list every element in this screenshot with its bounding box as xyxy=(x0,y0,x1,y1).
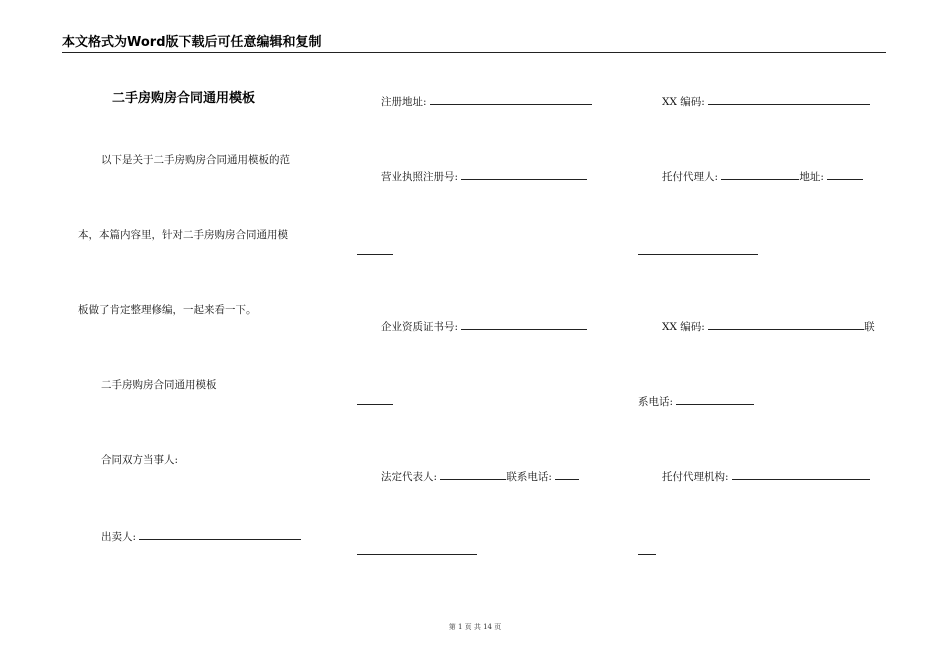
agency-label: 托付代理机构: xyxy=(662,471,729,483)
intro-line-2: 本，本篇内容里，针对二手房购房合同通用模 xyxy=(78,229,288,241)
intro-line-1: 以下是关于二手房购房合同通用模板的范 xyxy=(101,154,290,166)
license-blank[interactable] xyxy=(461,168,587,180)
license-blank-line-2[interactable] xyxy=(357,243,393,255)
contact-label-prefix: 联 xyxy=(864,321,875,333)
seller-field xyxy=(101,528,301,544)
section-subtitle: 二手房购房合同通用模板 xyxy=(101,379,217,391)
agent-phone-field xyxy=(638,393,754,409)
legal-rep-blank[interactable] xyxy=(440,468,506,480)
qualification-label: 企业资质证书号: xyxy=(381,321,459,333)
reg-address-label: 注册地址: xyxy=(381,96,427,108)
agent-address-blank[interactable] xyxy=(827,168,863,180)
license-label: 营业执照注册号: xyxy=(381,171,459,183)
column-1 xyxy=(78,0,323,672)
postcode-field-2 xyxy=(662,318,875,334)
contact-phone-continued xyxy=(357,543,477,559)
qualification-field xyxy=(381,318,587,334)
seller-blank[interactable] xyxy=(139,528,301,540)
qualification-blank-line-2[interactable] xyxy=(357,393,393,405)
postcode-blank-1[interactable] xyxy=(708,93,870,105)
contact-phone-blank[interactable] xyxy=(555,468,579,480)
agent-field xyxy=(662,168,863,184)
contact-phone-blank-line-2[interactable] xyxy=(357,543,477,555)
agent-phone-blank[interactable] xyxy=(676,393,754,405)
postcode-label-1: XX 编码: xyxy=(662,96,705,108)
legal-rep-label: 法定代表人: xyxy=(381,471,438,483)
postcode-field-1 xyxy=(662,93,870,109)
column-2 xyxy=(357,0,607,672)
postcode-label-2: XX 编码: xyxy=(662,321,705,333)
agency-field xyxy=(662,468,870,484)
legal-rep-field xyxy=(381,468,579,484)
seller-label: 出卖人: xyxy=(101,531,137,543)
qualification-blank[interactable] xyxy=(461,318,587,330)
agent-address-label: 地址: xyxy=(799,171,824,183)
postcode-blank-2[interactable] xyxy=(708,318,864,330)
reg-address-blank[interactable] xyxy=(430,93,592,105)
page-header: 本文格式为Word版下载后可任意编辑和复制 xyxy=(62,35,886,53)
column-3 xyxy=(638,0,888,672)
license-blank-continued xyxy=(357,243,393,259)
document-title: 二手房购房合同通用模板 xyxy=(112,91,256,106)
page-footer: 第 1 页 共 14 页 xyxy=(448,623,502,631)
parties-heading: 合同双方当事人: xyxy=(101,454,179,466)
license-field xyxy=(381,168,587,184)
qualification-blank-continued xyxy=(357,393,393,409)
agency-continued xyxy=(638,543,656,559)
agency-blank[interactable] xyxy=(732,468,870,480)
contact-label-suffix: 系电话: xyxy=(638,396,674,408)
agent-address-continued xyxy=(638,243,758,259)
agent-address-blank-line-2[interactable] xyxy=(638,243,758,255)
agency-blank-line-2[interactable] xyxy=(638,543,656,555)
intro-line-3: 板做了肯定整理修编，一起来看一下。 xyxy=(78,304,257,316)
agent-blank[interactable] xyxy=(721,168,799,180)
contact-phone-label: 联系电话: xyxy=(506,471,552,483)
reg-address-field xyxy=(381,93,592,109)
agent-label: 托付代理人: xyxy=(662,171,719,183)
